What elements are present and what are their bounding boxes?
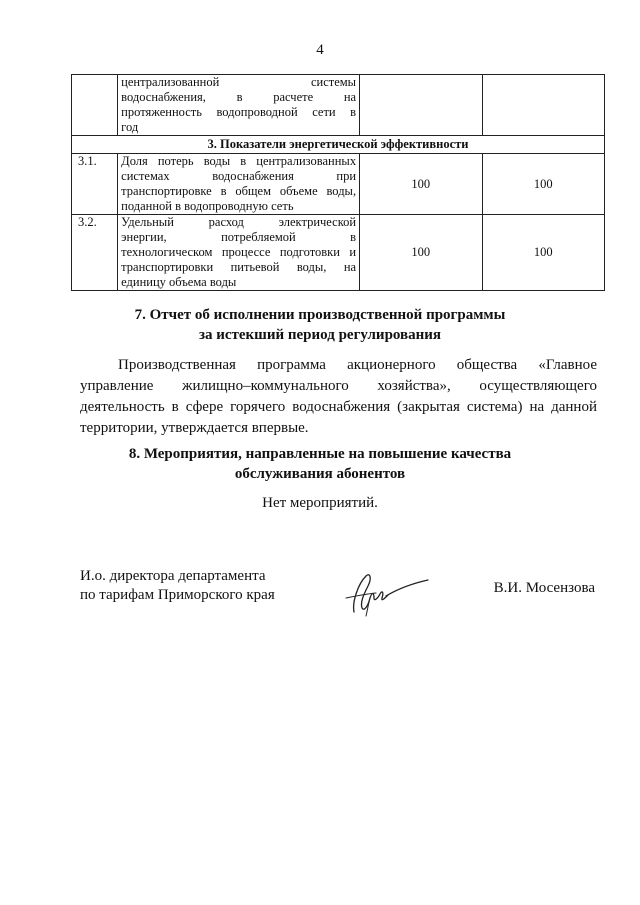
row-value-1	[360, 75, 482, 136]
section-3-title: 3. Показатели энергетической эффективности	[72, 136, 605, 154]
position-line: И.о. директора департамента	[80, 568, 266, 584]
row-description	[118, 154, 360, 215]
paragraph-line: деятельность в сфере горячего водоснабжения (закрытая система) на данной	[80, 399, 597, 415]
row-value-2: 100	[482, 154, 604, 215]
row-value-2: 100	[482, 215, 604, 291]
section-8-heading	[0, 444, 640, 484]
page-number: 4	[316, 42, 324, 58]
desc-line: Доля потерь воды в централизованных	[121, 154, 357, 168]
desc-line: Удельный расход электрической	[121, 215, 357, 229]
desc-line: водоснабжения, в расчете на	[121, 90, 357, 104]
section-3-header-row	[72, 136, 605, 154]
desc-line: год	[121, 120, 139, 134]
table-row	[72, 154, 605, 215]
row-value-1: 100	[360, 215, 482, 291]
desc-line: транспортировки питьевой воды, на	[121, 260, 357, 274]
desc-line: энергии, потребляемой в	[121, 230, 357, 244]
desc-line: единицу объема воды	[121, 275, 237, 289]
row-description	[118, 75, 360, 136]
row-description	[118, 215, 360, 291]
row-number: 3.2.	[72, 215, 118, 291]
desc-line: поданной в водопроводную сеть	[121, 199, 294, 213]
handwritten-signature	[340, 568, 435, 623]
signature-icon	[340, 568, 435, 618]
signatory-position	[80, 567, 275, 605]
row-number: 3.1.	[72, 154, 118, 215]
heading-line: обслуживания абонентов	[234, 466, 406, 482]
paragraph-line: управление жилищно–коммунального хозяйства», осуществляющего	[80, 378, 597, 394]
section-7-heading	[0, 305, 640, 345]
paragraph-line: Производственная программа акционерного общества «Главное	[118, 357, 597, 373]
desc-line: технологическом процессе подготовки и	[121, 245, 357, 259]
desc-line: протяженность водопроводной сети в	[121, 105, 357, 119]
desc-line: системах водоснабжения при	[121, 169, 357, 183]
table-row-continued	[72, 75, 605, 136]
section-7-paragraph	[80, 355, 597, 439]
heading-line: за истекший период регулирования	[198, 327, 442, 343]
row-value-1: 100	[360, 154, 482, 215]
table-row	[72, 215, 605, 291]
heading-line: 8. Мероприятия, направленные на повышение качества	[128, 446, 512, 462]
section-8-text: Нет мероприятий.	[262, 495, 378, 511]
heading-line: 7. Отчет об исполнении производственной программы	[134, 307, 506, 323]
desc-line: централизованной системы	[121, 75, 357, 89]
desc-line: транспортировке в общем объеме воды,	[121, 184, 357, 198]
paragraph-line: территории, утверждается впервые.	[80, 420, 309, 436]
indicators-table	[71, 74, 605, 291]
position-line: по тарифам Приморского края	[80, 587, 275, 603]
row-value-2	[482, 75, 604, 136]
signatory-name: В.И. Мосензова	[493, 580, 595, 596]
row-number	[72, 75, 118, 136]
